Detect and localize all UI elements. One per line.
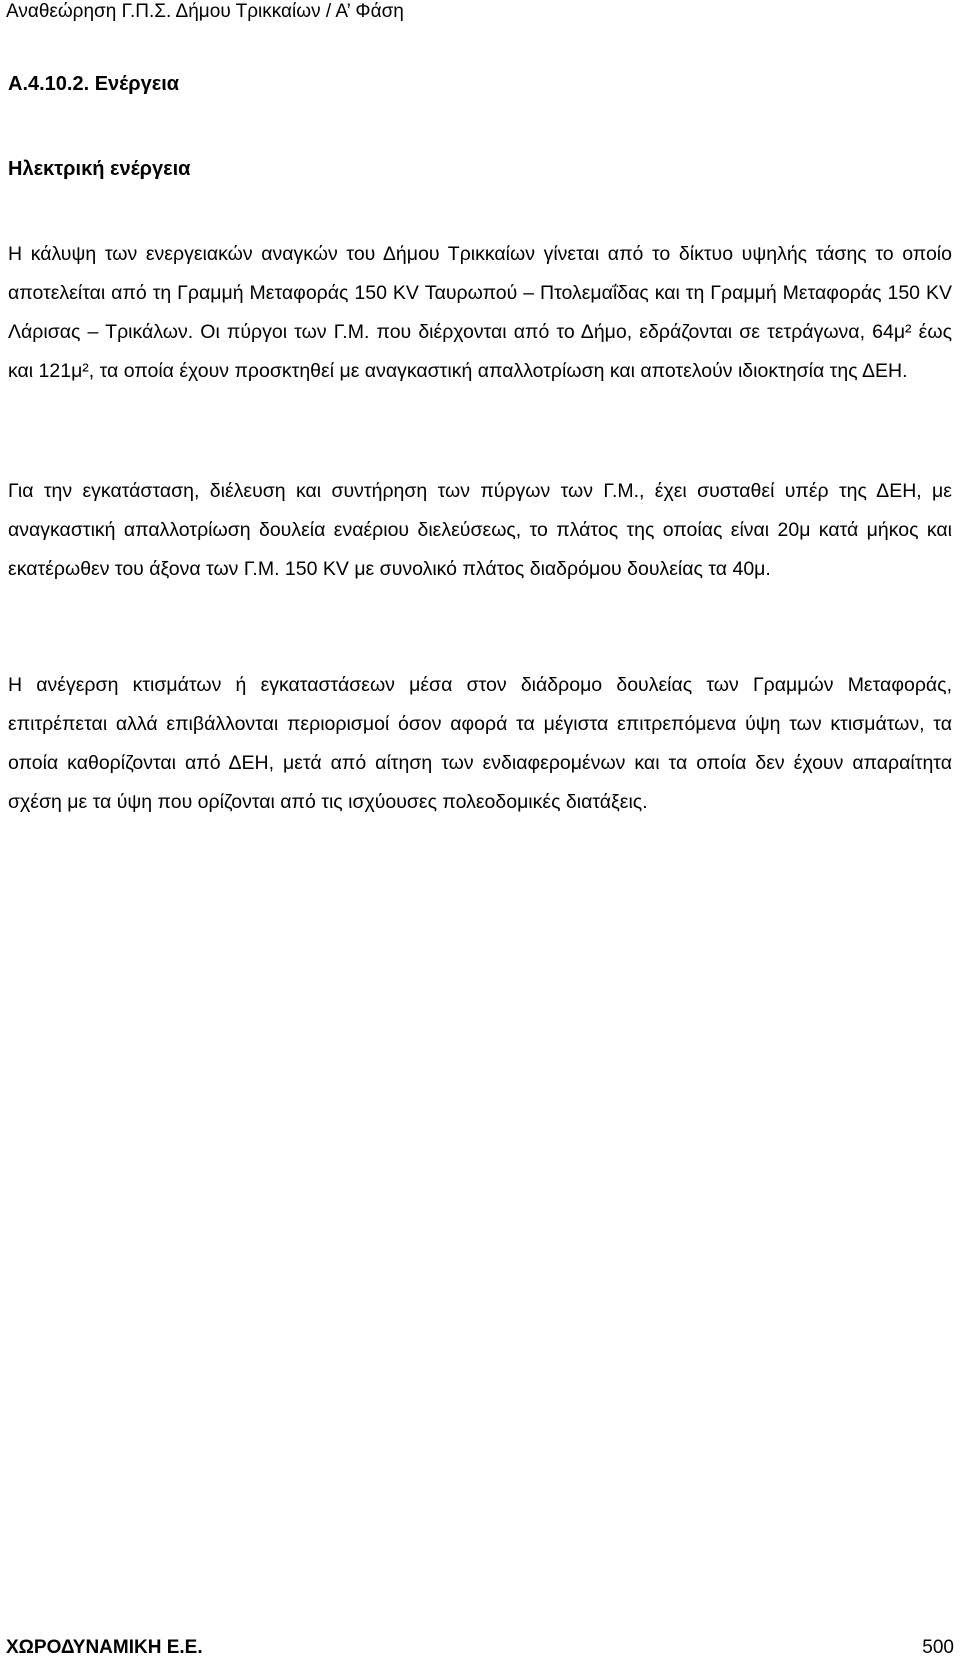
running-footer <box>6 1634 954 1662</box>
subsection-title: Ηλεκτρική ενέργεια <box>8 158 191 180</box>
paragraph-power-network: Η κάλυψη των ενεργειακών αναγκών του Δήμου Τρικκαίων γίνεται από το δίκτυο υψηλής τάσης το οποίο αποτελείται από τη Γραμμή Μεταφοράς 150 KV Ταυρωπού – Πτολεμαΐδας και τη Γραμμή Μεταφοράς 150 KV Λάρισας – Τρικάλων. Οι πύργοι των Γ.Μ. που διέρχονται από το Δήμο, εδράζονται σε τετράγωνα, 64μ² έως και 121μ², τα οποία έχουν προσκτηθεί με αναγκαστική απαλλοτρίωση και αποτελούν ιδιοκτησία της ΔΕΗ. <box>8 243 952 382</box>
paragraph-building-restrictions: Η ανέγερση κτισμάτων ή εγκαταστάσεων μέσα στον διάδρομο δουλείας των Γραμμών Μεταφοράς, επιτρέπεται αλλά επιβάλλονται περιορισμοί όσον αφορά τα μέγιστα επιτρεπόμενα ύψη των κτισμάτων, τα οποία καθορίζονται από ΔΕΗ, μετά από αίτηση των ενδιαφερομένων και τα οποία δεν έχουν απαραίτητα σχέση με τα ύψη που ορίζονται από τις ισχύουσες πολεοδομικές διατάξεις. <box>8 674 952 813</box>
footer-company-name: ΧΩΡΟΔΥΝΑΜΙΚΗ Ε.Ε. <box>6 1637 203 1658</box>
running-header: Αναθεώρηση Γ.Π.Σ. Δήμου Τρικκαίων / Α’ Φάση <box>6 1 404 22</box>
section-title: Α.4.10.2. Ενέργεια <box>8 73 180 95</box>
paragraph-easement: Για την εγκατάσταση, διέλευση και συντήρηση των πύργων των Γ.Μ., έχει συσταθεί υπέρ της ΔΕΗ, με αναγκαστική απαλλοτρίωση δουλεία εναέριου διελεύσεως, το πλάτος της οποίας είναι 20μ κατά μήκος και εκατέρωθεν του άξονα των Γ.Μ. 150 KV με συνολικό πλάτος διαδρόμου δουλείας τα 40μ. <box>8 480 952 580</box>
footer-page-number: 500 <box>922 1637 954 1658</box>
